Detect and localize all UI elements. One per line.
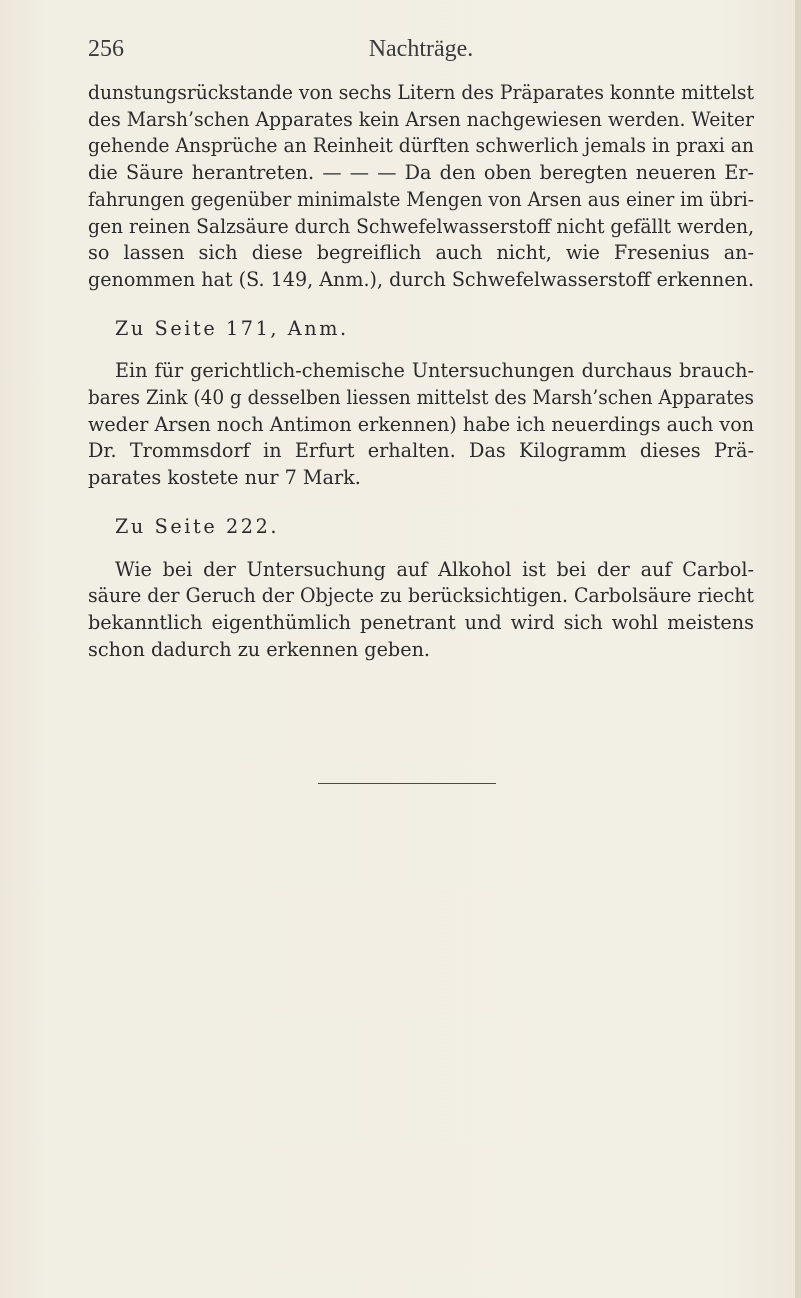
section-heading: Zu Seite 171, Anm. bbox=[115, 316, 349, 340]
page-edge bbox=[795, 0, 801, 1298]
text-line: Dr. Trommsdorf in Erfurt erhalten. Das Kilogramm dieses Prä- bbox=[88, 439, 754, 463]
text-line: schon dadurch zu erkennen geben. bbox=[88, 637, 431, 661]
end-rule bbox=[318, 783, 496, 784]
text-line: genommen hat (S. 149, Anm.), durch Schwefelwasserstoff erkennen. bbox=[88, 267, 755, 291]
text-line: die Säure herantreten. — — — Da den oben beregten neueren Er- bbox=[88, 161, 754, 185]
section-heading: Zu Seite 222. bbox=[115, 514, 280, 538]
text-line: bekanntlich eigenthümlich penetrant und wird sich wohl meistens bbox=[88, 610, 754, 634]
text-line: gehende Ansprüche an Reinheit dürften schwerlich jemals in praxi an bbox=[88, 134, 754, 158]
text-line: Ein für gerichtlich-chemische Untersuchungen durchaus brauch- bbox=[115, 359, 754, 383]
text-line: des Marsh’schen Apparates kein Arsen nachgewiesen werden. Weiter bbox=[88, 107, 754, 131]
body-text bbox=[88, 80, 754, 663]
page-header bbox=[88, 36, 754, 66]
text-line: weder Arsen noch Antimon erkennen) habe ich neuerdings auch von bbox=[88, 412, 755, 436]
paragraph-continuation bbox=[88, 80, 754, 294]
text-line: Wie bei der Untersuchung auf Alkohol ist bei der auf Carbol- bbox=[115, 557, 754, 581]
text-line: so lassen sich diese begreiflich auch nicht, wie Fresenius an- bbox=[88, 241, 755, 265]
text-line: bares Zink (40 g desselben liessen mittelst des Marsh’schen Apparates bbox=[88, 386, 754, 410]
text-line: dunstungsrückstande von sechs Litern des Präparates konnte mittelst bbox=[88, 81, 755, 104]
text-line: gen reinen Salzsäure durch Schwefelwasserstoff nicht gefällt werden, bbox=[88, 214, 755, 238]
text-line: parates kostete nur 7 Mark. bbox=[88, 466, 361, 490]
running-head: Nachträge. bbox=[368, 36, 474, 62]
section-paragraph bbox=[88, 358, 754, 492]
text-line: fahrungen gegenüber minimalste Mengen von Arsen aus einer im übri- bbox=[88, 187, 755, 211]
text-line: säure der Geruch der Objecte zu berücksichtigen. Carbolsäure riecht bbox=[88, 584, 755, 608]
page-number: 256 bbox=[88, 36, 124, 62]
section-paragraph bbox=[88, 557, 754, 664]
